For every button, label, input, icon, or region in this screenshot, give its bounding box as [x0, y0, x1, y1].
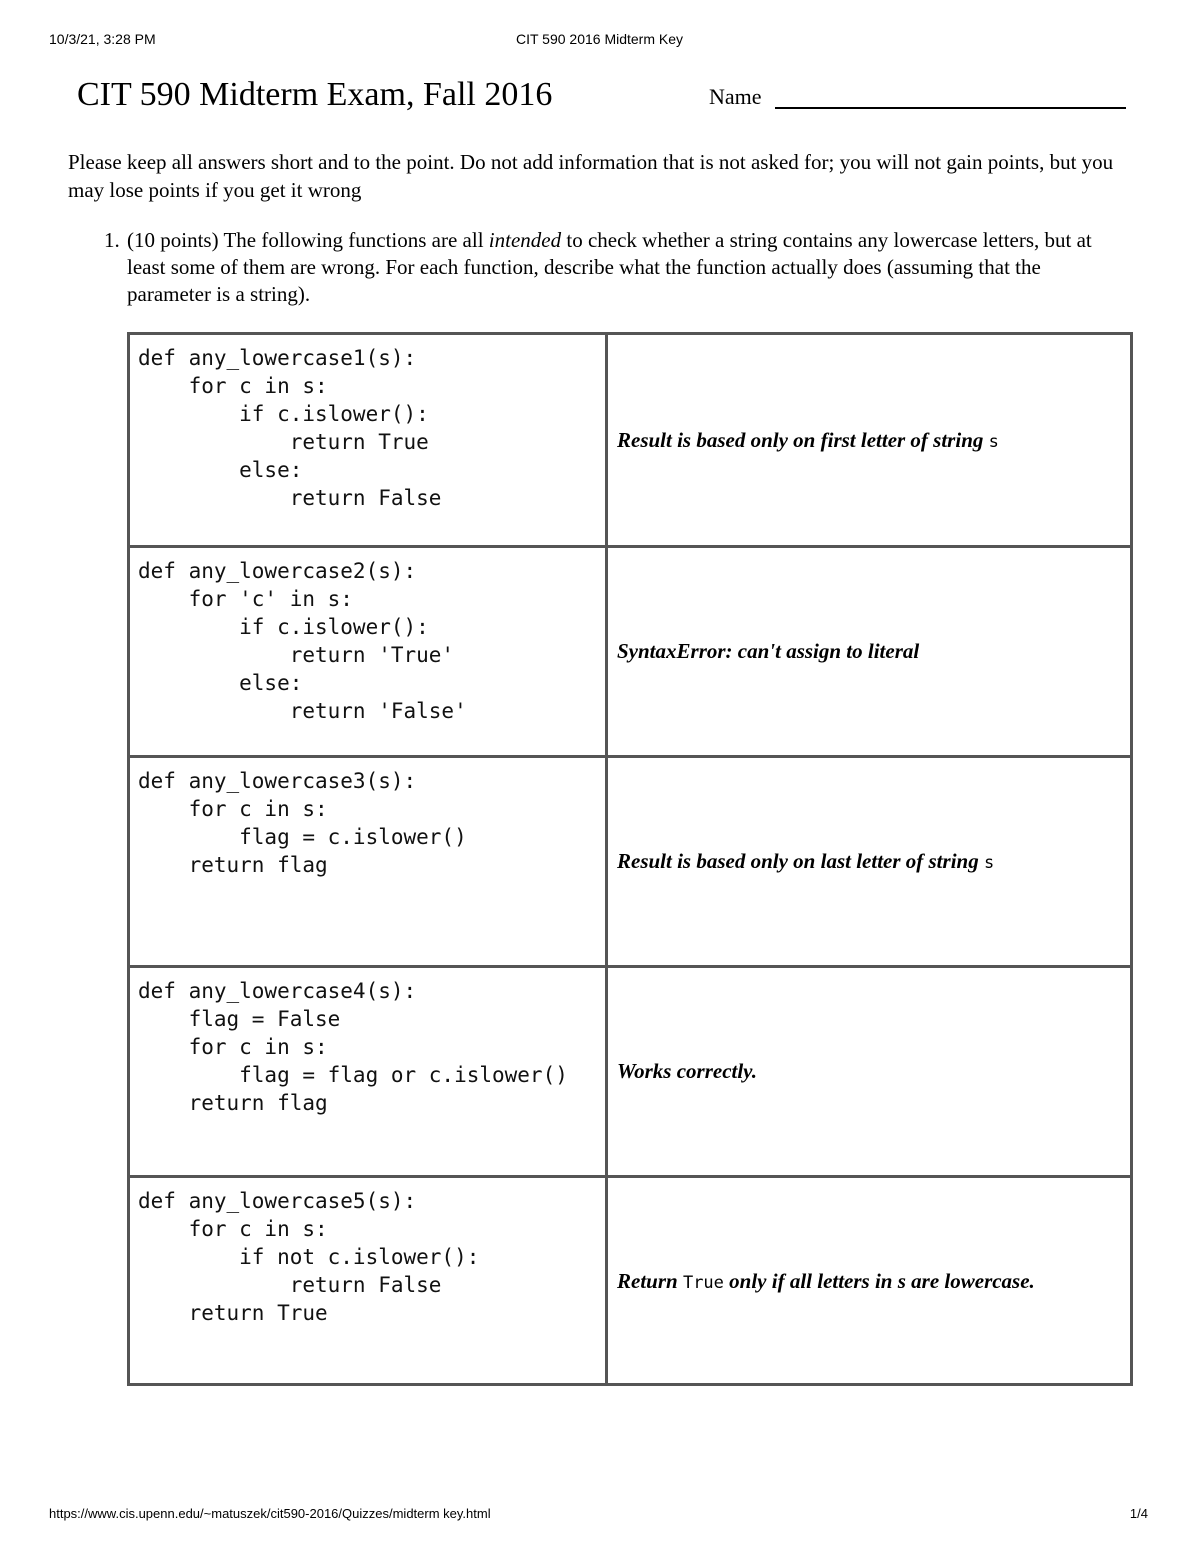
answer-cell [611, 1178, 1130, 1385]
question-text-part: (10 points) The following functions are all [127, 228, 489, 252]
answer-cell [611, 335, 1130, 545]
question-text-part: to check whether a string contains any lowercase letters, but at least some of them are wrong. For each function, describe what the function actually does (assuming that the parameter is a string). [127, 228, 1092, 306]
question-1 [104, 227, 1124, 308]
function-code: def any_lowercase3(s): for c in s: flag = c.islower() return flag [138, 769, 467, 877]
function-code: def any_lowercase2(s): for 'c' in s: if c.islower(): return 'True' else: return 'False' [138, 559, 467, 723]
table-row [130, 755, 1130, 965]
code-cell [130, 335, 608, 545]
answer-cell [611, 548, 1130, 755]
answer-text: Works correctly. [617, 1059, 757, 1083]
name-blank-line [775, 107, 1126, 109]
question-emphasis: intended [488, 228, 562, 252]
function-code: def any_lowercase5(s): for c in s: if not c.islower(): return False return True [138, 1189, 480, 1325]
question-text [127, 227, 1124, 308]
answer-cell [611, 968, 1130, 1175]
code-cell [130, 968, 608, 1175]
footer-page-count: 1/4 [1129, 1506, 1148, 1521]
table-row [130, 1175, 1130, 1385]
footer-url[interactable]: https://www.cis.upenn.edu/~matuszek/cit590-2016/Quizzes/midterm key.html [49, 1506, 491, 1521]
answer-table [127, 332, 1133, 1386]
instructions: Please keep all answers short and to the point. Do not add information that is not asked for; you will not gain points, but you may lose points if you get it wrong [68, 150, 1114, 202]
exam-title: CIT 590 Midterm Exam, Fall 2016 [77, 76, 553, 113]
print-header [49, 31, 1150, 49]
name-label: Name [709, 84, 762, 109]
code-cell [130, 758, 608, 965]
code-cell [130, 1178, 608, 1385]
print-datetime: 10/3/21, 3:28 PM [49, 31, 156, 47]
table-row [130, 335, 1130, 545]
print-footer [49, 1506, 1148, 1524]
function-code: def any_lowercase4(s): flag = False for c in s: flag = flag or c.islower() return flag [138, 979, 568, 1115]
answer-cell [611, 758, 1130, 965]
table-row [130, 965, 1130, 1175]
table-row [130, 545, 1130, 755]
code-cell [130, 548, 608, 755]
answer-text: SyntaxError: can't assign to literal [617, 639, 920, 663]
answer-text: Result is based only on first letter of string s [617, 427, 999, 452]
function-code: def any_lowercase1(s): for c in s: if c.islower(): return True else: return False [138, 346, 442, 510]
answer-text: Return True only if all letters in s are lowercase. [617, 1269, 1035, 1293]
print-page-title: CIT 590 2016 Midterm Key [515, 31, 684, 47]
question-number: 1. [104, 228, 120, 252]
answer-text: Result is based only on last letter of string s [617, 849, 995, 873]
